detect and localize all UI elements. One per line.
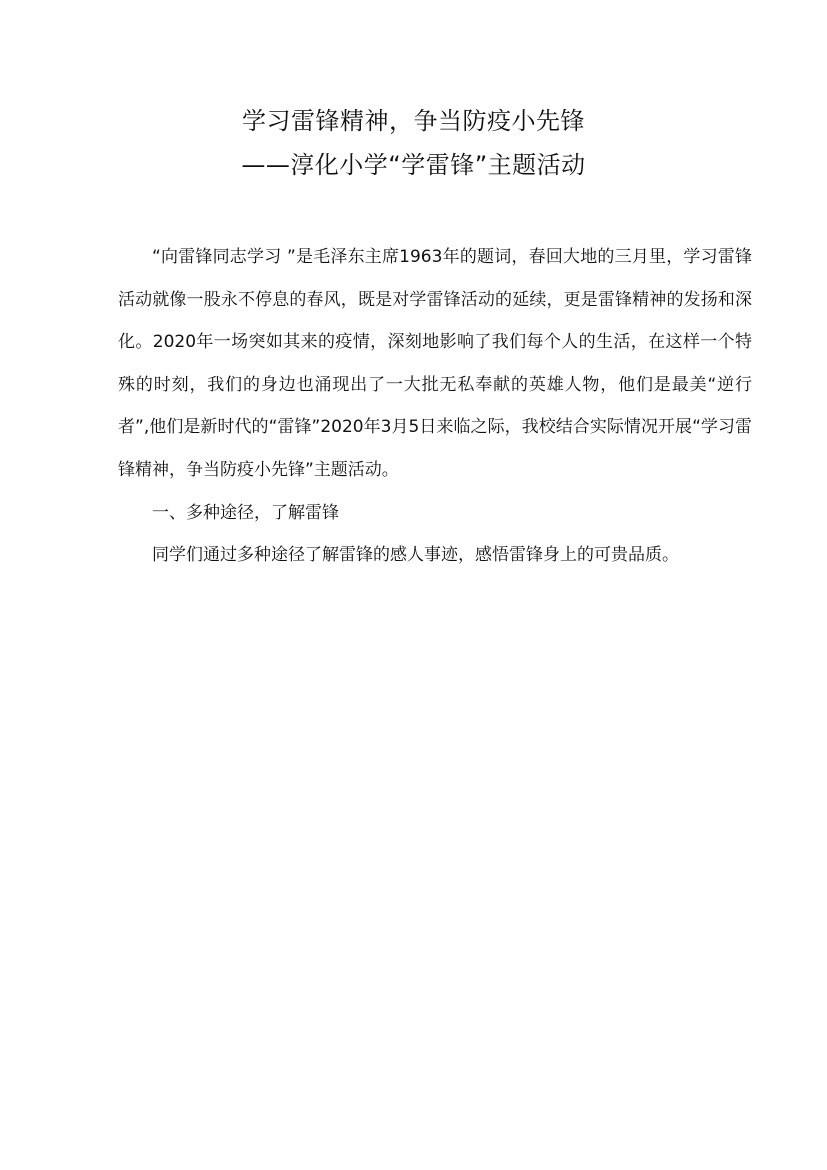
section-heading: 一、多种途径，了解雷锋	[152, 502, 339, 523]
intro-paragraph: “向雷锋同志学习 ”是毛泽东主席1963年的题词，春回大地的三月里，学习雷锋活动就像一股永不停息的春风，既是对学雷锋活动的延续，更是雷锋精神的发扬和深化。2020年一场突如其来的疫情，深刻地影响了我们每个人的生活，在这样一个特殊的时刻，我们的身边也涌现出了一大批无私奉献的英雄人物，他们是最美“逆行者”,他们是新时代的“雷锋”2020年3月5日来临之际，我校结合实际情况开展“学习雷锋精神，争当防疫小先锋”主题活动。	[118, 247, 752, 480]
document-title: 学习雷锋精神，争当防疫小先锋	[242, 107, 585, 135]
document-body	[118, 236, 752, 577]
section-paragraph: 同学们通过多种途径了解雷锋的感人事迹，感悟雷锋身上的可贵品质。	[152, 545, 679, 566]
document-subtitle: ——淳化小学“学雷锋”主题活动	[241, 151, 586, 179]
